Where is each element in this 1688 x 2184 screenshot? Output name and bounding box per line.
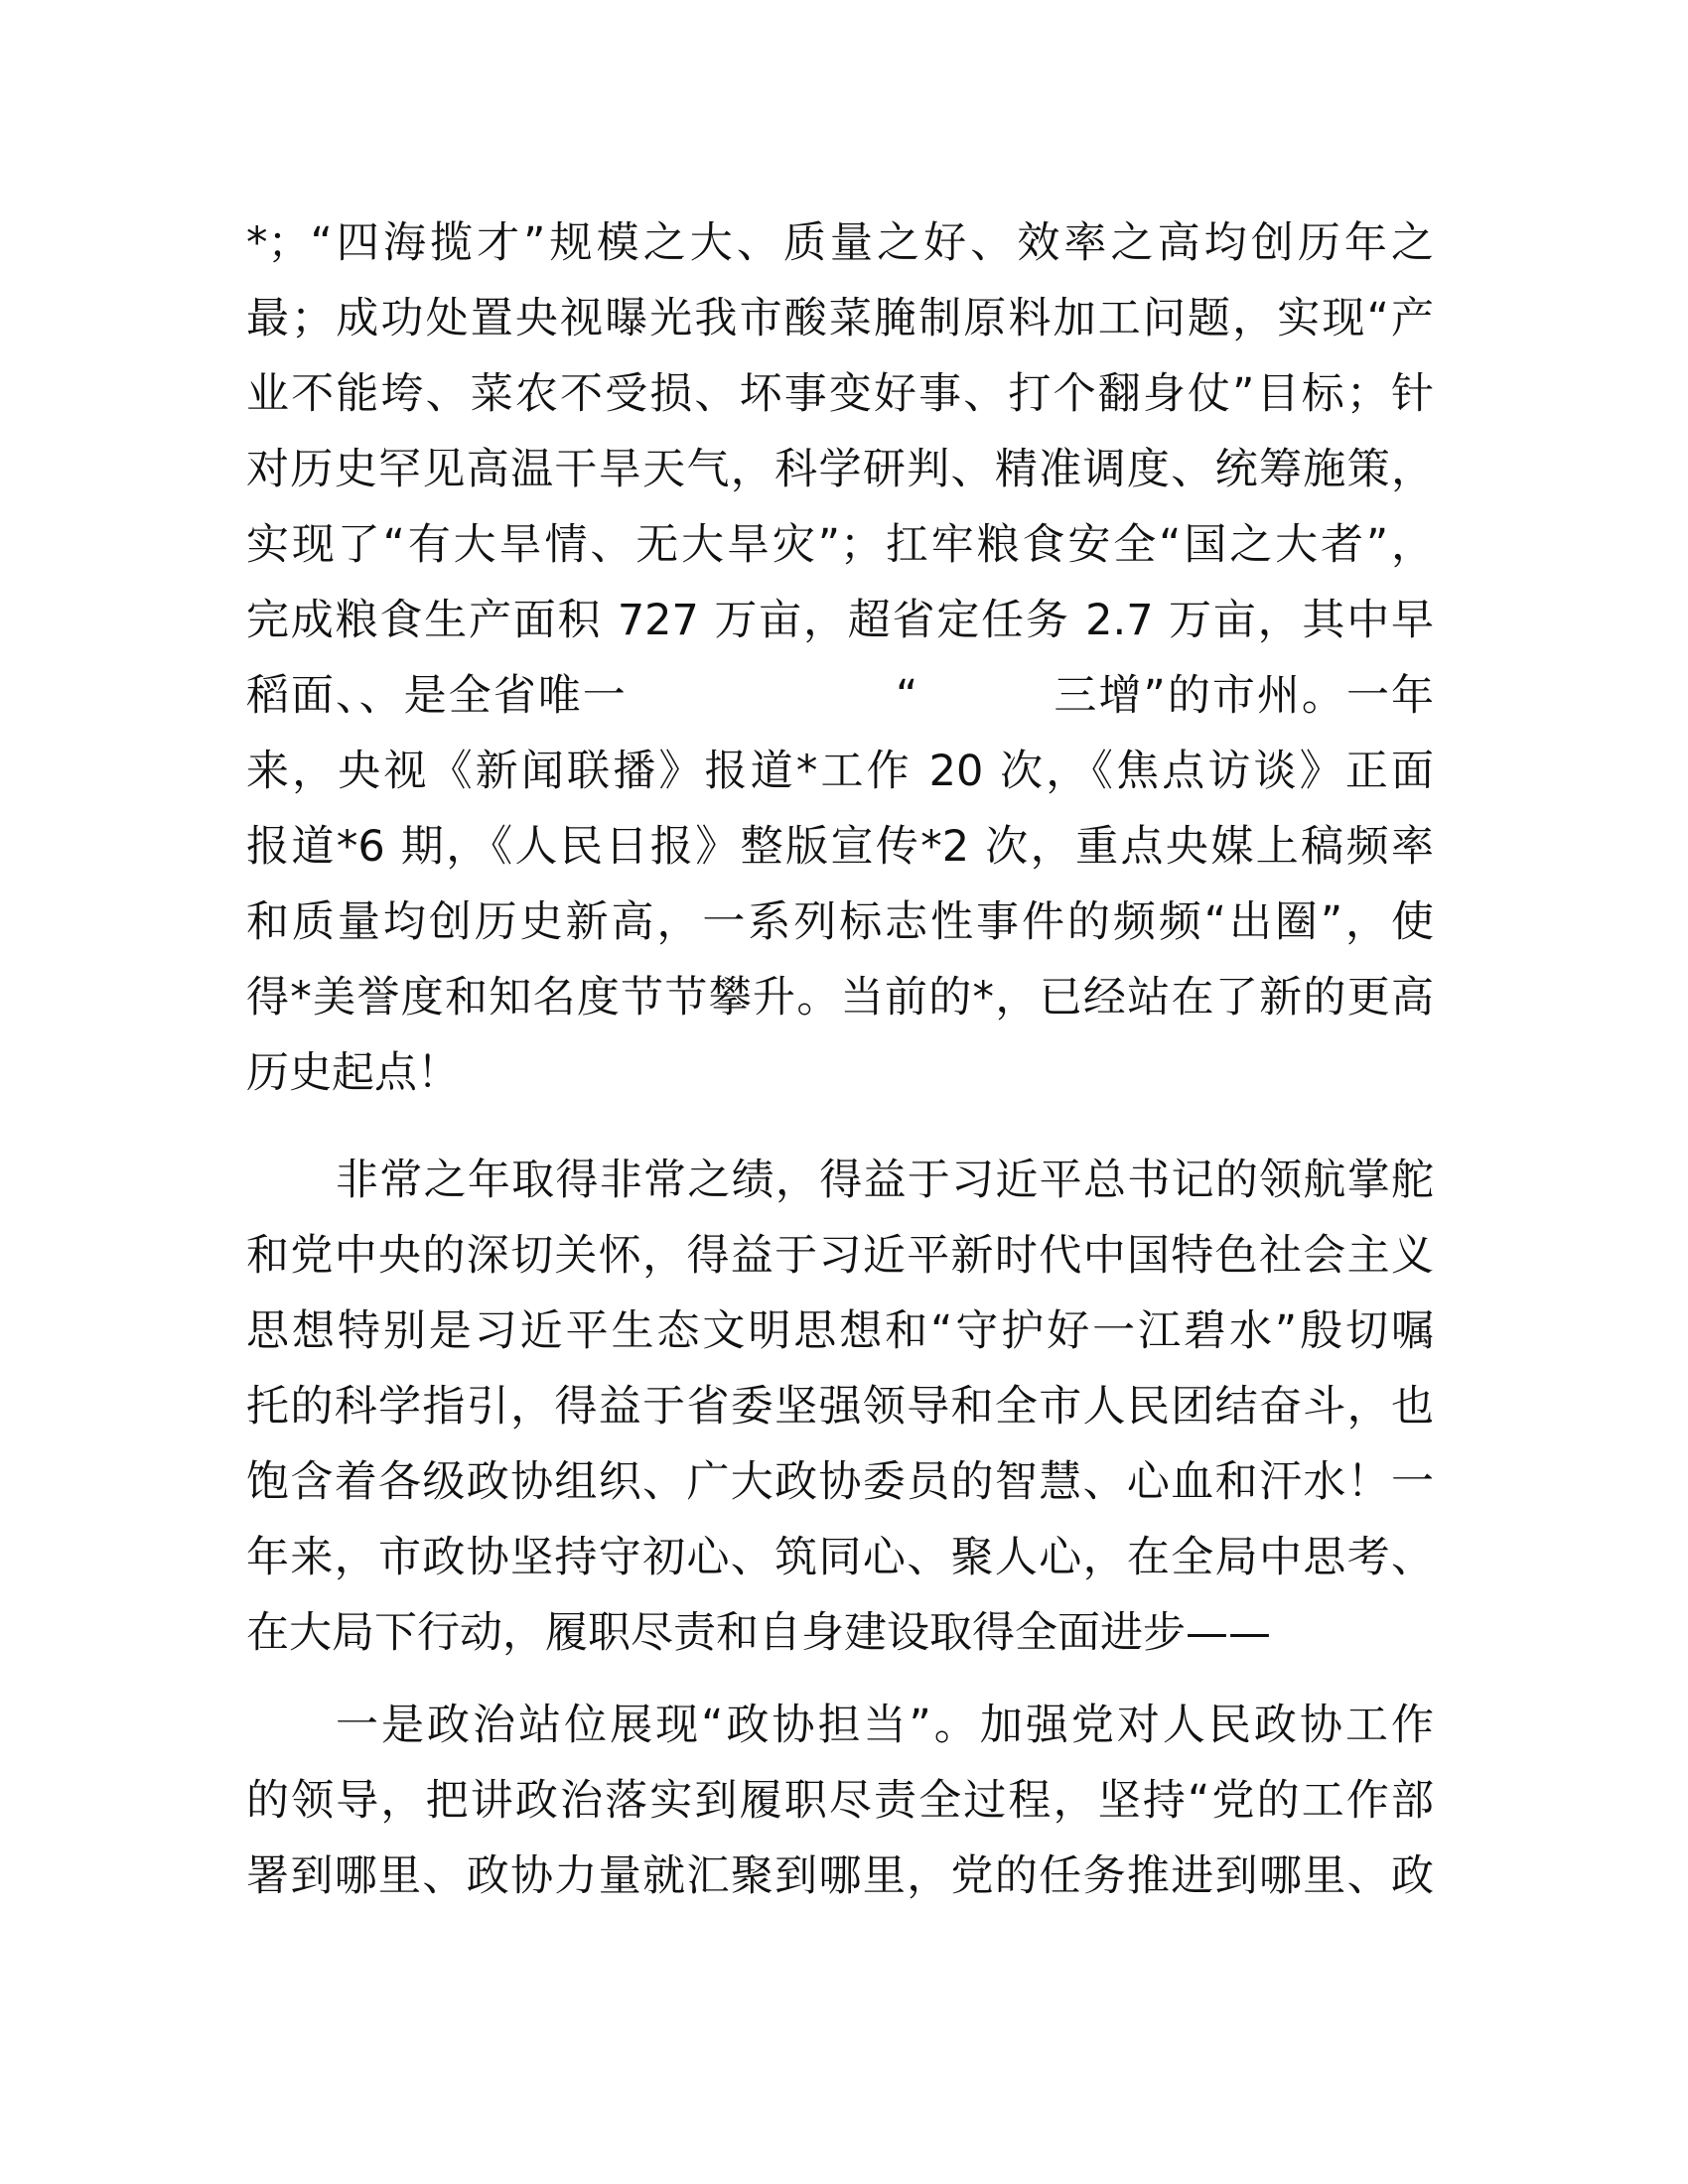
paragraph-line: 思想特别是习近平生态文明思想和“守护好一江碧水”殷切嘱	[246, 1306, 1434, 1356]
paragraph-line: 非常之年取得非常之绩，得益于习近平总书记的领航掌舵	[336, 1156, 1434, 1205]
paragraph-line: 的领导，把讲政治落实到履职尽责全过程，坚持“党的工作部	[246, 1776, 1434, 1826]
paragraph-line: 饱含着各级政协组织、广大政协委员的智慧、心血和汗水！一	[246, 1457, 1434, 1507]
paragraph-1	[246, 205, 1434, 1111]
paragraph-line: 和党中央的深切关怀，得益于习近平新时代中国特色社会主义	[246, 1231, 1434, 1281]
paragraph-line: 在大局下行动，履职尽责和自身建设取得全面进步——	[246, 1608, 1271, 1658]
paragraph-line: 和质量均创历史新高，一系列标志性事件的频频“出圈”，使	[246, 897, 1434, 947]
paragraph-line: 托的科学指引，得益于省委坚强领导和全市人民团结奋斗，也	[246, 1382, 1434, 1432]
paragraph-3	[246, 1688, 1434, 1914]
paragraph-line: 实现了“有大旱情、无大旱灾”；扛牢粮食安全“国之大者”，	[246, 520, 1434, 570]
paragraph-2	[246, 1143, 1434, 1671]
paragraph-line: 历史起点！	[246, 1048, 460, 1098]
paragraph-line: 对历史罕见高温干旱天气，科学研判、精准调度、统筹施策，	[246, 445, 1434, 494]
paragraph-line: 得*美誉度和知名度节节攀升。当前的*，已经站在了新的更高	[246, 973, 1434, 1023]
paragraph-line: 稻面、、是全省唯一 “ 三增”的市州。一年	[246, 671, 1434, 721]
paragraph-line: 完成粮食生产面积 727 万亩，超省定任务 2.7 万亩，其中早	[246, 596, 1434, 645]
paragraph-line: 年来，市政协坚持守初心、筑同心、聚人心，在全局中思考、	[246, 1533, 1434, 1582]
paragraph-line: 最；成功处置央视曝光我市酸菜腌制原料加工问题，实现“产	[246, 294, 1434, 343]
paragraph-line: 一是政治站位展现“政协担当”。加强党对人民政协工作	[336, 1701, 1434, 1750]
paragraph-line: 来，央视《新闻联播》报道*工作 20 次，《焦点访谈》正面	[246, 747, 1434, 796]
paragraph-line: *；“四海揽才”规模之大、质量之好、效率之高均创历年之	[246, 218, 1434, 268]
paragraph-line: 业不能垮、菜农不受损、坏事变好事、打个翻身仗”目标；针	[246, 369, 1434, 419]
paragraph-line: 报道*6 期，《人民日报》整版宣传*2 次，重点央媒上稿频率	[246, 822, 1434, 872]
paragraph-line: 署到哪里、政协力量就汇聚到哪里，党的任务推进到哪里、政	[246, 1851, 1434, 1901]
